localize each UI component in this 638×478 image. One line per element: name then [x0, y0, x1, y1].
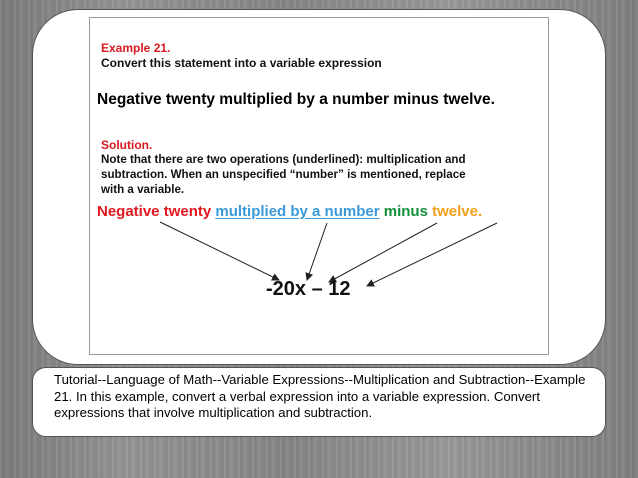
example-instruction: Convert this statement into a variable expression — [101, 56, 382, 70]
problem-statement: Negative twenty multiplied by a number minus twelve. — [97, 91, 495, 108]
solution-body: Note that there are two operations (underlined): multiplication and subtraction. When an unspecified “number” is mentioned, replace with a variable. — [101, 153, 466, 196]
phrase-twelve: twelve. — [432, 203, 483, 220]
arrow-twelve — [367, 223, 497, 286]
solution-title: Solution. — [101, 138, 153, 152]
phrase-negative-twenty: Negative twenty — [97, 203, 212, 220]
caption-text: Tutorial--Language of Math--Variable Expressions--Multiplication and Subtraction--Example 21. In this example, convert a verbal expression into a variable expression. Convert expressions that involve multiplication and subtraction. — [54, 372, 586, 420]
arrow-negative-twenty — [160, 222, 279, 280]
arrow-minus — [329, 223, 437, 282]
phrase-multiplied-by-a-number: multiplied by a number — [215, 203, 380, 220]
example-title: Example 21. — [101, 41, 171, 55]
arrow-multiplied-by-a-number — [307, 223, 327, 280]
answer-expression: -20x – 12 — [266, 278, 351, 300]
phrase-minus: minus — [383, 203, 428, 220]
